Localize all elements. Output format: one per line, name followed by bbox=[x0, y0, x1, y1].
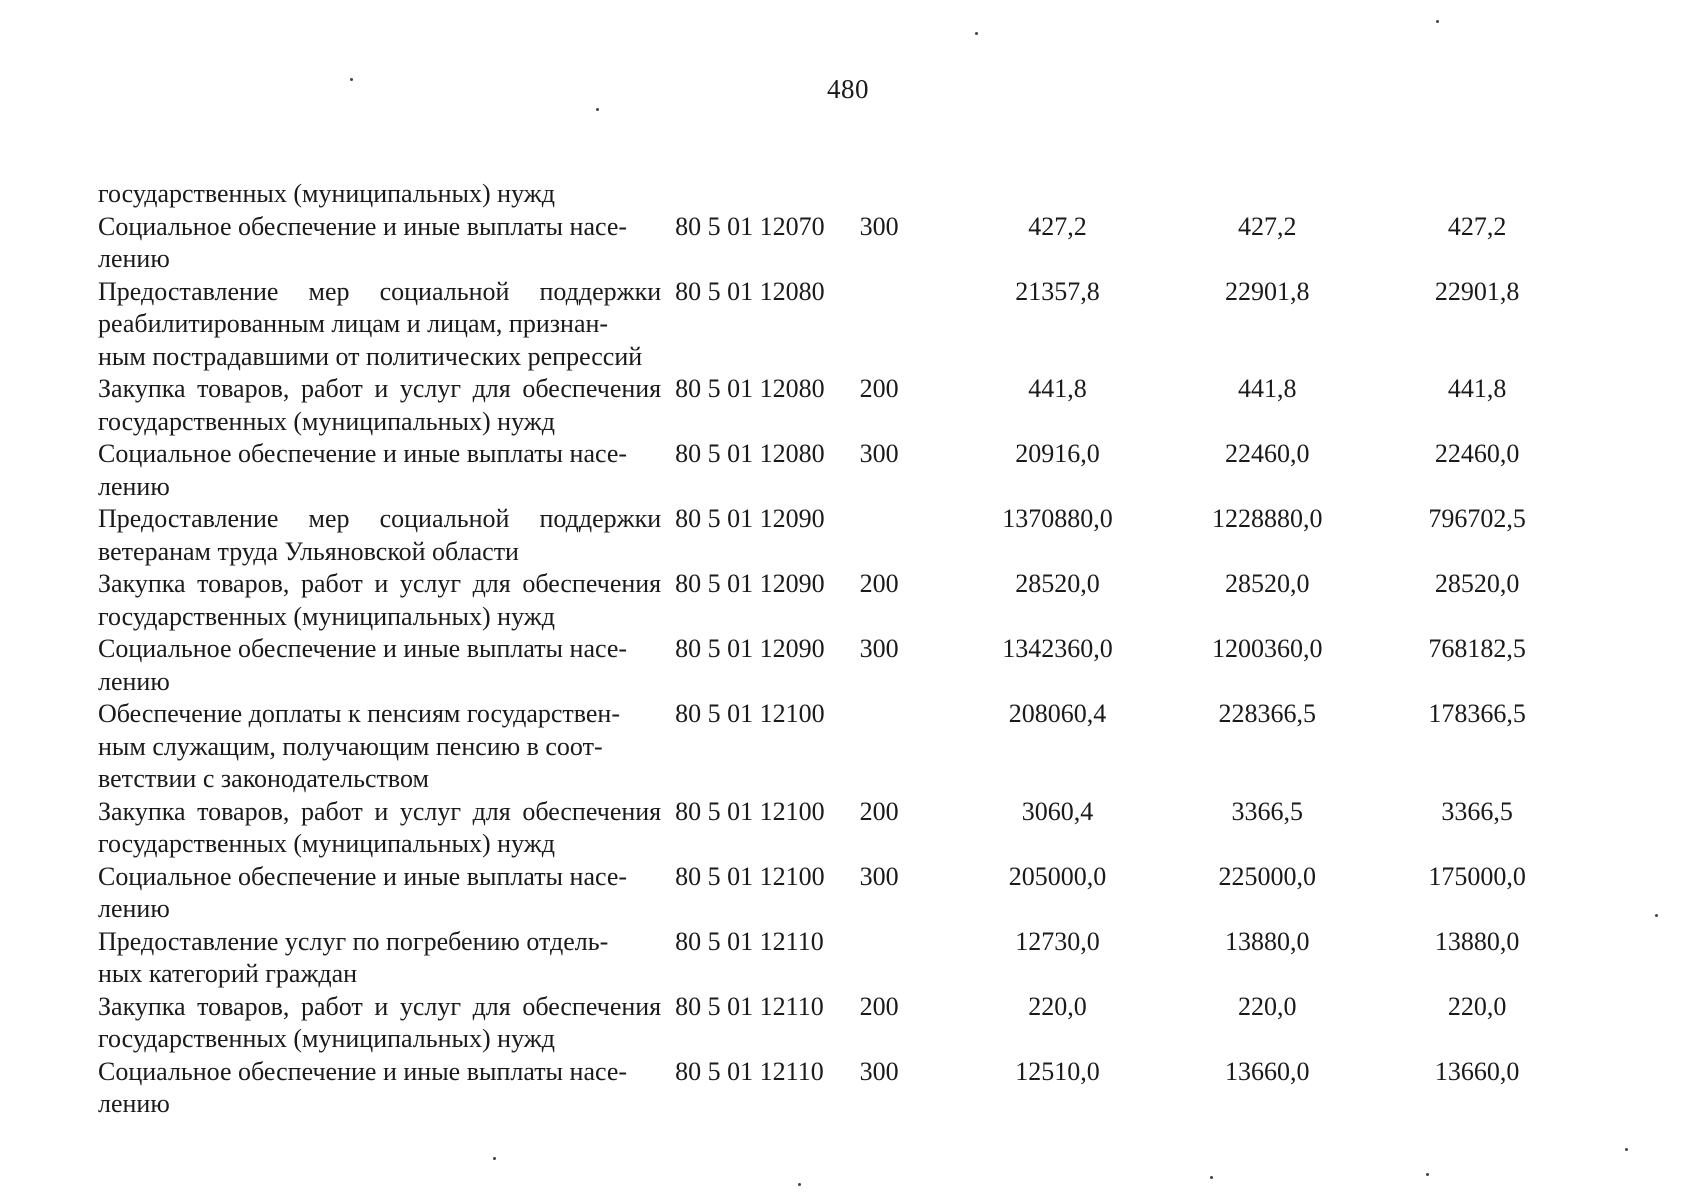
row-value-1: 12730,0 bbox=[1015, 926, 1100, 956]
table-row bbox=[98, 796, 1578, 861]
page-number: 480 bbox=[827, 74, 869, 104]
row-value-3: 175000,0 bbox=[1428, 861, 1526, 891]
table-row bbox=[98, 178, 1578, 211]
row-type: 300 bbox=[859, 634, 899, 663]
row-value-1: 28520,0 bbox=[1015, 569, 1100, 598]
scan-speck bbox=[1210, 1176, 1213, 1179]
row-type: 300 bbox=[859, 439, 899, 468]
row-name: Социальное обеспечение и иные выплаты насе- лению bbox=[98, 439, 628, 501]
row-name: Социальное обеспечение и иные выплаты насе- лению bbox=[98, 1056, 628, 1118]
row-name: Обеспечение доплаты к пенсиям государствен- ным служащим, получающим пенсию в соот- ветствии с законодательством bbox=[98, 699, 620, 793]
row-type: 300 bbox=[859, 211, 899, 241]
scan-speck bbox=[1436, 20, 1439, 23]
table-row bbox=[98, 926, 1578, 991]
row-value-1: 21357,8 bbox=[1015, 276, 1100, 306]
row-code: 80 5 01 12100 bbox=[675, 699, 825, 728]
table-row bbox=[98, 633, 1578, 698]
table-row bbox=[98, 698, 1578, 796]
row-value-2: 28520,0 bbox=[1225, 569, 1310, 598]
scan-speck bbox=[1655, 914, 1658, 917]
row-value-3: 22460,0 bbox=[1434, 439, 1520, 468]
row-value-2: 1228880,0 bbox=[1212, 504, 1323, 533]
row-name: Предоставление мер социальной поддержки реабилитированным лицам и лицам, признан- ным пострадавшими от политических репрессий bbox=[98, 276, 662, 371]
row-code: 80 5 01 12080 bbox=[675, 276, 825, 306]
row-value-2: 1200360,0 bbox=[1212, 634, 1323, 663]
row-name: Предоставление мер социальной поддержки ветеранам труда Ульяновской области bbox=[98, 504, 662, 566]
row-type: 200 bbox=[859, 991, 899, 1021]
row-value-2: 22460,0 bbox=[1225, 439, 1310, 468]
row-code: 80 5 01 12070 bbox=[675, 211, 825, 241]
row-value-2: 225000,0 bbox=[1218, 861, 1317, 891]
row-type: 300 bbox=[859, 1056, 899, 1086]
row-code: 80 5 01 12090 bbox=[675, 504, 825, 533]
row-name: Социальное обеспечение и иные выплаты насе- лению bbox=[98, 211, 628, 273]
row-name: Закупка товаров, работ и услуг для обеспечения государственных (муниципальных) нужд bbox=[98, 991, 662, 1053]
row-value-2: 441,8 bbox=[1238, 374, 1297, 403]
row-value-1: 441,8 bbox=[1028, 374, 1087, 403]
row-code: 80 5 01 12090 bbox=[675, 569, 825, 598]
row-name: Предоставление услуг по погребению отдель- ных категорий граждан bbox=[98, 926, 609, 988]
row-value-2: 3366,5 bbox=[1231, 796, 1304, 826]
scan-speck bbox=[493, 1157, 496, 1160]
table-row bbox=[98, 503, 1578, 568]
row-name: Закупка товаров, работ и услуг для обеспечения государственных (муниципальных) нужд bbox=[98, 796, 662, 858]
table-row bbox=[98, 276, 1578, 374]
row-value-3: 796702,5 bbox=[1428, 504, 1526, 533]
row-value-2: 22901,8 bbox=[1225, 276, 1310, 306]
table-row bbox=[98, 211, 1578, 276]
row-value-1: 208060,4 bbox=[1008, 699, 1107, 728]
row-code: 80 5 01 12080 bbox=[675, 374, 825, 403]
row-value-3: 441,8 bbox=[1447, 374, 1507, 403]
row-value-3: 13660,0 bbox=[1434, 1056, 1520, 1086]
row-value-1: 12510,0 bbox=[1015, 1056, 1100, 1086]
row-value-3: 220,0 bbox=[1447, 991, 1507, 1021]
table-row bbox=[98, 861, 1578, 926]
scan-speck bbox=[350, 78, 353, 81]
row-value-1: 1342360,0 bbox=[1002, 634, 1113, 663]
row-name: государственных (муниципальных) нужд bbox=[98, 179, 555, 208]
row-name: Закупка товаров, работ и услуг для обеспечения государственных (муниципальных) нужд bbox=[98, 374, 662, 436]
row-value-2: 13880,0 bbox=[1225, 926, 1310, 956]
scan-speck bbox=[798, 1183, 801, 1186]
table-row bbox=[98, 373, 1578, 438]
row-type: 200 bbox=[859, 796, 899, 826]
row-value-1: 205000,0 bbox=[1008, 861, 1107, 891]
budget-table bbox=[98, 178, 1578, 1121]
row-value-2: 228366,5 bbox=[1218, 699, 1317, 728]
row-value-3: 178366,5 bbox=[1428, 699, 1526, 728]
row-code: 80 5 01 12110 bbox=[675, 991, 824, 1021]
row-name: Социальное обеспечение и иные выплаты насе- лению bbox=[98, 634, 628, 696]
scan-speck bbox=[1625, 1148, 1628, 1151]
row-value-3: 3366,5 bbox=[1441, 796, 1513, 826]
table-row bbox=[98, 438, 1578, 503]
row-value-3: 28520,0 bbox=[1434, 569, 1520, 598]
scan-speck bbox=[596, 108, 599, 111]
row-type: 200 bbox=[859, 569, 899, 598]
table-row bbox=[98, 1056, 1578, 1121]
row-value-3: 427,2 bbox=[1447, 211, 1507, 241]
table-row bbox=[98, 568, 1578, 633]
row-value-3: 13880,0 bbox=[1434, 926, 1520, 956]
table-row bbox=[98, 991, 1578, 1056]
row-value-2: 220,0 bbox=[1238, 991, 1297, 1021]
row-value-2: 13660,0 bbox=[1225, 1056, 1310, 1086]
row-code: 80 5 01 12100 bbox=[675, 861, 825, 891]
row-value-2: 427,2 bbox=[1238, 211, 1297, 241]
row-value-1: 1370880,0 bbox=[1002, 504, 1113, 533]
row-code: 80 5 01 12110 bbox=[675, 1056, 824, 1086]
row-type: 200 bbox=[859, 374, 899, 403]
row-value-3: 22901,8 bbox=[1434, 276, 1520, 306]
row-value-1: 220,0 bbox=[1028, 991, 1087, 1021]
row-value-3: 768182,5 bbox=[1428, 634, 1526, 663]
row-value-1: 20916,0 bbox=[1015, 439, 1100, 468]
scan-speck bbox=[975, 32, 978, 35]
row-value-1: 3060,4 bbox=[1021, 796, 1094, 826]
row-type: 300 bbox=[859, 861, 899, 891]
row-code: 80 5 01 12080 bbox=[675, 439, 825, 468]
row-code: 80 5 01 12110 bbox=[675, 926, 824, 956]
scan-speck bbox=[1426, 1173, 1429, 1176]
row-name: Закупка товаров, работ и услуг для обеспечения государственных (муниципальных) нужд bbox=[98, 569, 662, 631]
row-code: 80 5 01 12100 bbox=[675, 796, 825, 826]
row-name: Социальное обеспечение и иные выплаты насе- лению bbox=[98, 861, 628, 923]
row-value-1: 427,2 bbox=[1028, 211, 1087, 241]
row-code: 80 5 01 12090 bbox=[675, 634, 825, 663]
